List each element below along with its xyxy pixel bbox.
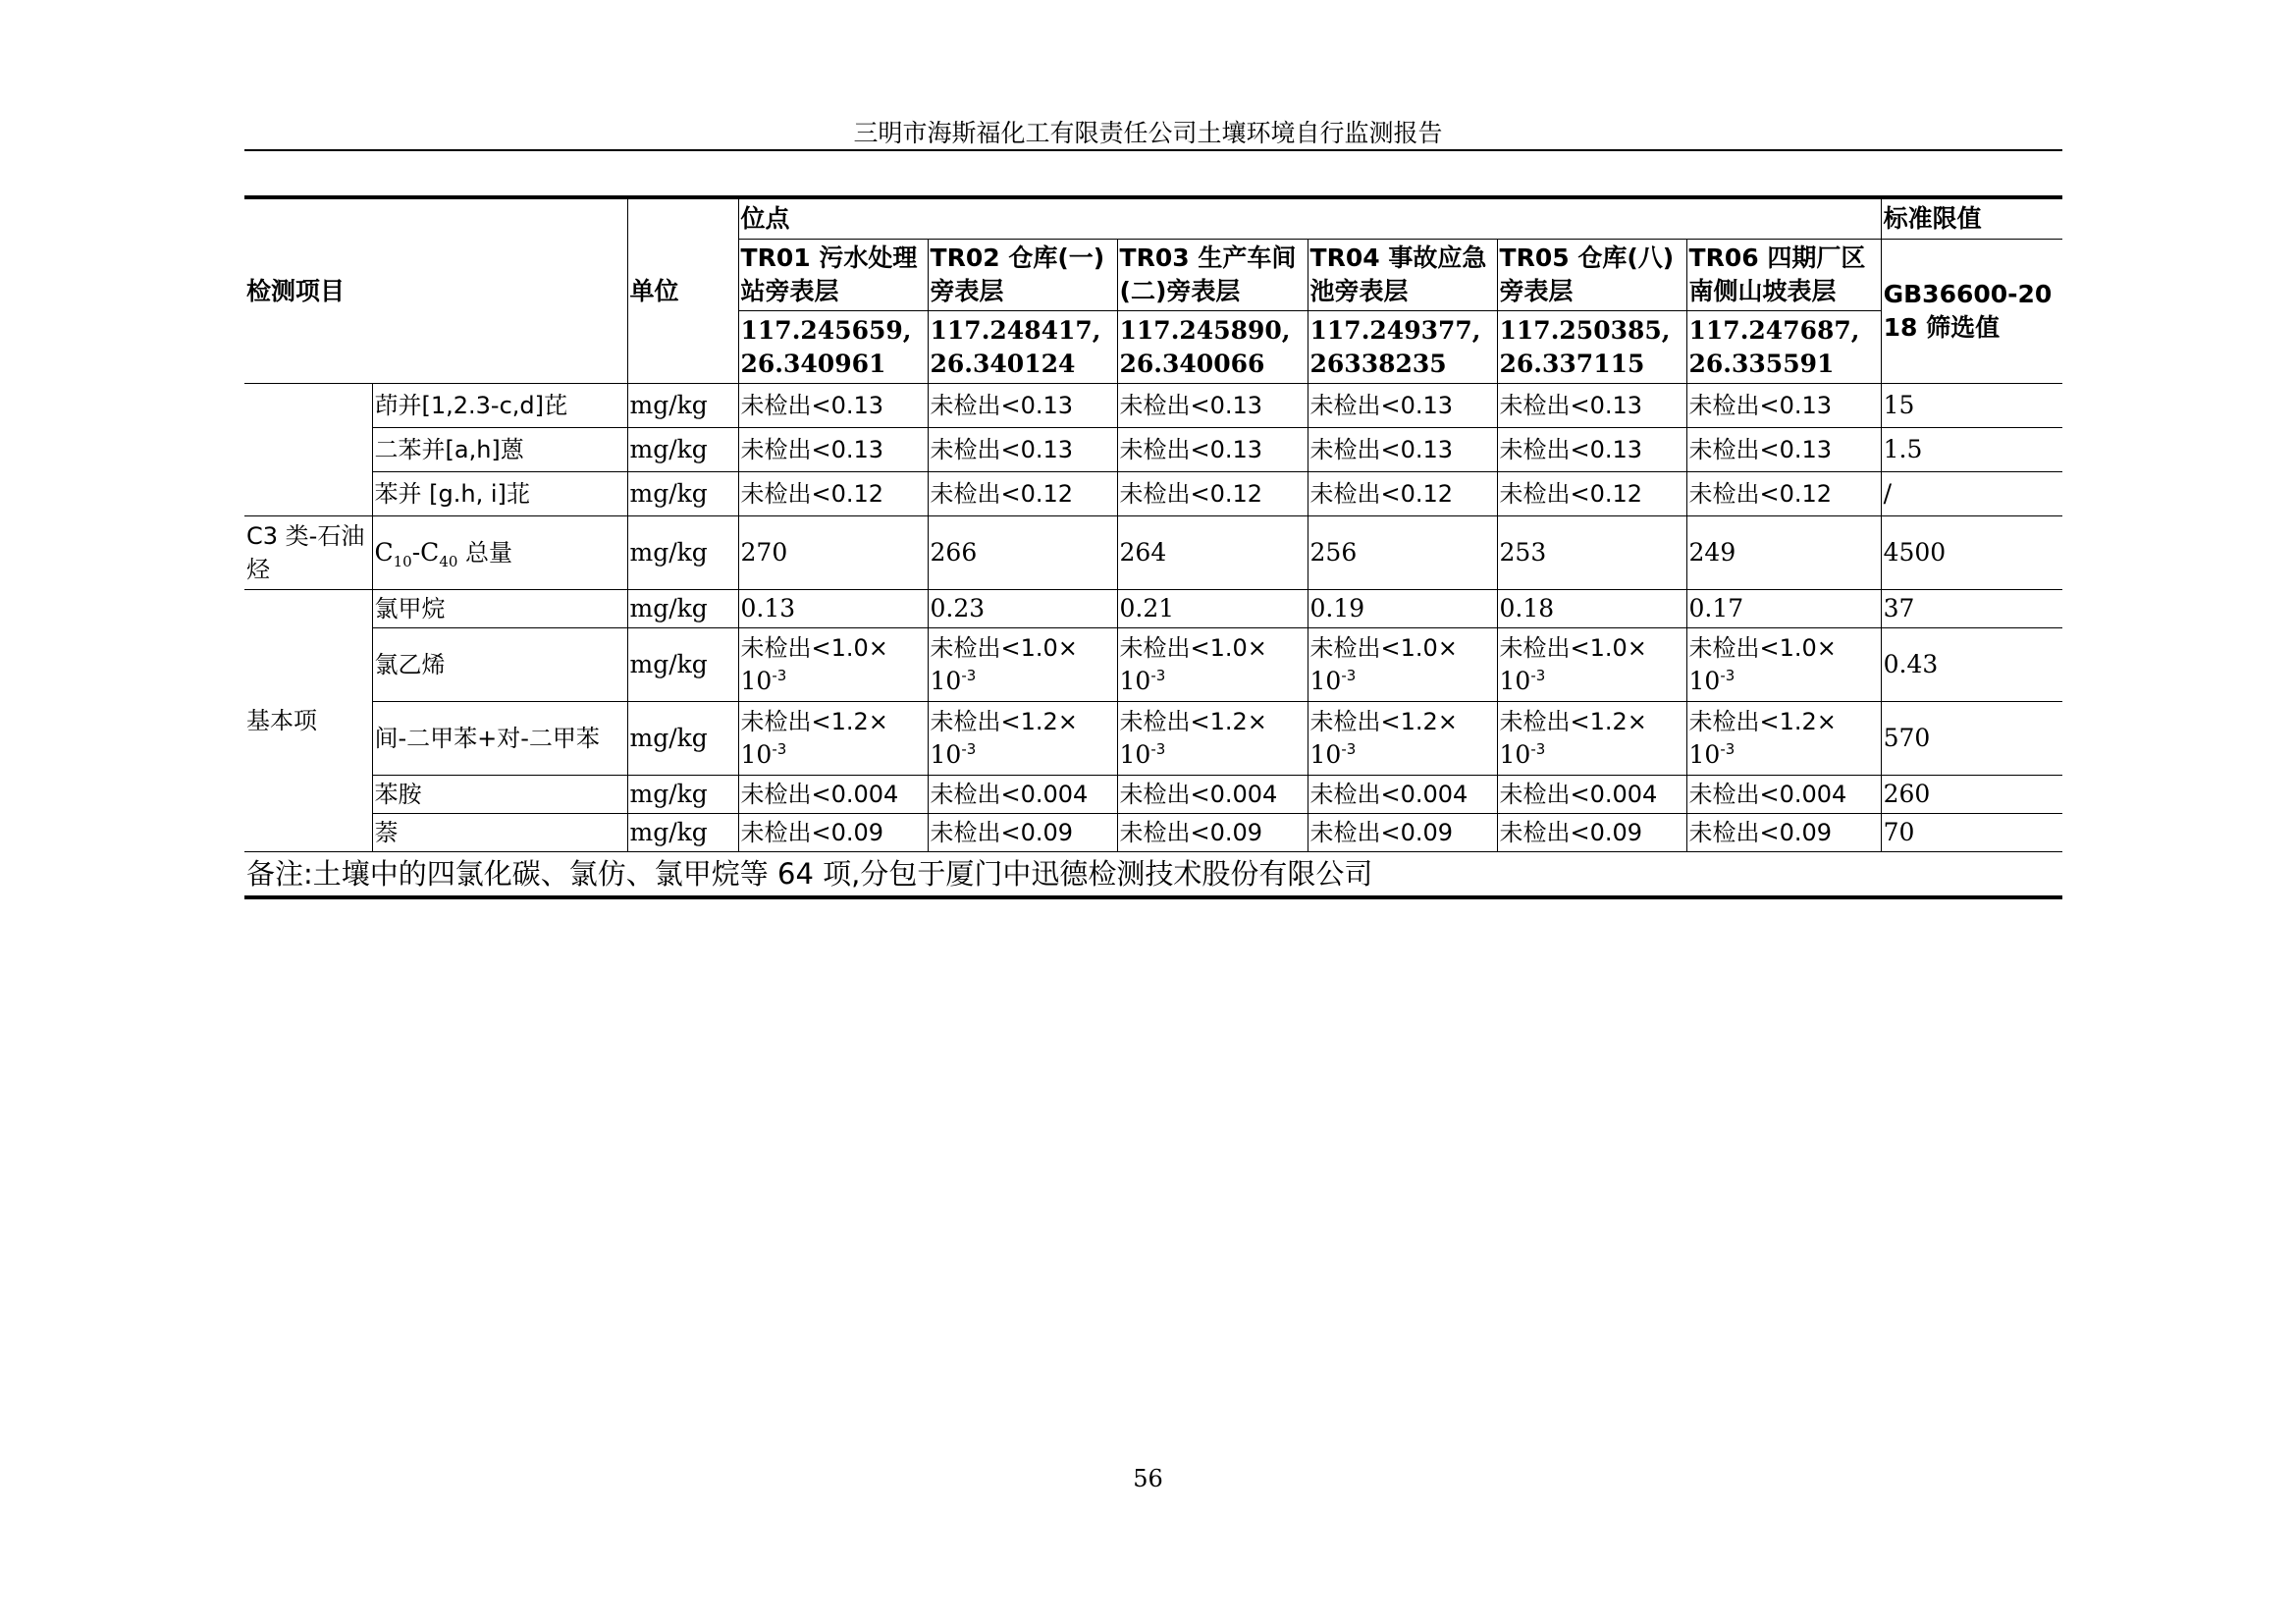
unit-cell: mg/kg	[627, 776, 738, 814]
site-name: TR03 生产车间(二)旁表层	[1117, 240, 1308, 311]
table-row	[244, 428, 2062, 472]
site-name: TR06 四期厂区南侧山坡表层	[1686, 240, 1881, 311]
value-exponent: -3	[1341, 667, 1357, 684]
site-name: TR05 仓库(八)旁表层	[1497, 240, 1686, 311]
item-name: 氯甲烷	[372, 590, 627, 628]
results-table-container	[244, 195, 2062, 899]
value-cell: 未检出<0.12	[738, 472, 928, 516]
site-name: TR02 仓库(一)旁表层	[928, 240, 1117, 311]
value-exponent: -3	[1720, 740, 1735, 758]
header-row	[244, 197, 2062, 240]
item-name: 二苯并[a,h]蒽	[372, 428, 627, 472]
value-exponent: -3	[1530, 740, 1546, 758]
unit-cell: mg/kg	[627, 590, 738, 628]
header-unit: 单位	[627, 197, 738, 384]
unit-cell: mg/kg	[627, 628, 738, 702]
value-cell: 未检出<0.13	[928, 384, 1117, 428]
table-row	[244, 472, 2062, 516]
value-cell: 256	[1308, 516, 1497, 590]
value-text: 未检出<1.0×	[1309, 634, 1458, 662]
results-table	[244, 195, 2062, 899]
value-cell: 未检出<1.0× $10^{-3}$	[1308, 628, 1497, 702]
value-cell: 未检出<1.2× $10^{-3}$	[928, 702, 1117, 776]
item-name: 萘	[372, 814, 627, 852]
value-cell: 0.13	[738, 590, 928, 628]
item-mid: -C	[411, 538, 440, 567]
value-cell: 未检出<0.13	[1497, 428, 1686, 472]
value-cell: 未检出<1.2× $10^{-3}$	[738, 702, 928, 776]
value-cell: 253	[1497, 516, 1686, 590]
site-name: TR04 事故应急池旁表层	[1308, 240, 1497, 311]
report-header-title: 三明市海斯福化工有限责任公司土壤环境自行监测报告	[853, 119, 1443, 147]
value-cell: 未检出<0.004	[928, 776, 1117, 814]
value-exponent: -3	[772, 667, 787, 684]
value-cell: 未检出<0.12	[1497, 472, 1686, 516]
value-cell: 未检出<0.13	[1117, 384, 1308, 428]
item-sub2: 40	[439, 553, 458, 570]
value-cell: 未检出<0.004	[1686, 776, 1881, 814]
value-cell: 0.17	[1686, 590, 1881, 628]
value-cell: 未检出<0.12	[1308, 472, 1497, 516]
value-text: 未检出<1.2×	[1119, 708, 1267, 735]
value-cell: 未检出<0.13	[1497, 384, 1686, 428]
site-coords: 117.245659, 26.340961	[738, 311, 928, 384]
value-cell: 未检出<0.004	[1308, 776, 1497, 814]
value-cell: 未检出<0.09	[1117, 814, 1308, 852]
value-exponent: -3	[1341, 740, 1357, 758]
site-name: TR01 污水处理站旁表层	[738, 240, 928, 311]
table-row	[244, 516, 2062, 590]
value-text: 未检出<1.2×	[1688, 708, 1837, 735]
table-row	[244, 628, 2062, 702]
item-name: 苯胺	[372, 776, 627, 814]
value-cell: 0.21	[1117, 590, 1308, 628]
item-name: 茚并[1,2.3-c,d]芘	[372, 384, 627, 428]
header-sites: 位点	[738, 197, 1881, 240]
value-cell: 未检出<1.0× $10^{-3}$	[1686, 628, 1881, 702]
value-cell: 249	[1686, 516, 1881, 590]
site-coords: 117.247687, 26.335591	[1686, 311, 1881, 384]
value-cell: 未检出<1.0× $10^{-3}$	[1117, 628, 1308, 702]
limit-cell: /	[1881, 472, 2062, 516]
unit-cell: mg/kg	[627, 428, 738, 472]
value-cell: 未检出<0.12	[928, 472, 1117, 516]
item-name: 苯并 [g.h, i]苝	[372, 472, 627, 516]
item-suffix: 总量	[457, 539, 513, 567]
value-cell: 未检出<1.2× $10^{-3}$	[1117, 702, 1308, 776]
value-cell: 未检出<0.09	[1497, 814, 1686, 852]
header-standard: 标准限值	[1881, 197, 2062, 240]
value-cell: 未检出<1.2× $10^{-3}$	[1686, 702, 1881, 776]
value-cell: 未检出<1.2× $10^{-3}$	[1497, 702, 1686, 776]
value-cell: 未检出<0.13	[738, 384, 928, 428]
site-coords: 117.250385, 26.337115	[1497, 311, 1686, 384]
value-cell: 未检出<0.13	[1686, 384, 1881, 428]
value-cell: 未检出<0.09	[738, 814, 928, 852]
site-coords: 117.248417, 26.340124	[928, 311, 1117, 384]
value-text: 未检出<1.0×	[740, 634, 888, 662]
value-text: 未检出<1.0×	[1499, 634, 1647, 662]
standard-name: GB36600-2018 筛选值	[1881, 240, 2062, 384]
value-cell: 270	[738, 516, 928, 590]
item-name	[372, 516, 627, 590]
unit-cell: mg/kg	[627, 384, 738, 428]
limit-cell: 1.5	[1881, 428, 2062, 472]
unit-cell: mg/kg	[627, 814, 738, 852]
value-exponent: -3	[961, 667, 977, 684]
limit-cell: 15	[1881, 384, 2062, 428]
limit-cell: 570	[1881, 702, 2062, 776]
value-cell: 未检出<1.0× $10^{-3}$	[1497, 628, 1686, 702]
item-name: 氯乙烯	[372, 628, 627, 702]
item-name: 间-二甲苯+对-二甲苯	[372, 702, 627, 776]
value-cell: 0.18	[1497, 590, 1686, 628]
unit-cell: mg/kg	[627, 516, 738, 590]
value-cell: 未检出<0.13	[928, 428, 1117, 472]
item-prefix: C	[374, 538, 394, 567]
value-text: 未检出<1.2×	[740, 708, 888, 735]
value-cell: 未检出<0.13	[1686, 428, 1881, 472]
value-text: 未检出<1.0×	[1119, 634, 1267, 662]
value-cell: 未检出<0.12	[1686, 472, 1881, 516]
value-exponent: -3	[1150, 740, 1166, 758]
value-cell: 0.19	[1308, 590, 1497, 628]
value-text: 未检出<1.2×	[1499, 708, 1647, 735]
note-row	[244, 852, 2062, 898]
table-row	[244, 384, 2062, 428]
value-cell: 未检出<0.09	[928, 814, 1117, 852]
limit-cell: 37	[1881, 590, 2062, 628]
group-cell-empty	[244, 384, 372, 516]
value-cell: 未检出<0.13	[1308, 384, 1497, 428]
limit-cell: 4500	[1881, 516, 2062, 590]
value-exponent: -3	[1530, 667, 1546, 684]
site-coords: 117.249377, 26338235	[1308, 311, 1497, 384]
limit-cell: 260	[1881, 776, 2062, 814]
value-cell: 未检出<0.004	[738, 776, 928, 814]
table-row	[244, 776, 2062, 814]
value-exponent: -3	[961, 740, 977, 758]
value-exponent: -3	[1150, 667, 1166, 684]
value-cell: 未检出<0.09	[1308, 814, 1497, 852]
value-cell: 未检出<1.2× $10^{-3}$	[1308, 702, 1497, 776]
value-exponent: -3	[1720, 667, 1735, 684]
value-cell: 未检出<0.09	[1686, 814, 1881, 852]
value-cell: 未检出<0.004	[1117, 776, 1308, 814]
group-label-basic: 基本项	[244, 590, 372, 852]
header-item: 检测项目	[244, 197, 627, 384]
value-text: 未检出<1.2×	[930, 708, 1078, 735]
value-text: 未检出<1.0×	[1688, 634, 1837, 662]
value-cell: 未检出<0.13	[1117, 428, 1308, 472]
value-cell: 未检出<1.0× $10^{-3}$	[928, 628, 1117, 702]
value-cell: 未检出<0.13	[738, 428, 928, 472]
value-text: 未检出<1.0×	[930, 634, 1078, 662]
table-row	[244, 814, 2062, 852]
site-coords: 117.245890, 26.340066	[1117, 311, 1308, 384]
table-row	[244, 590, 2062, 628]
item-sub1: 10	[393, 553, 412, 570]
value-cell: 264	[1117, 516, 1308, 590]
value-cell: 未检出<0.004	[1497, 776, 1686, 814]
value-cell: 266	[928, 516, 1117, 590]
page-number: 56	[1133, 1465, 1163, 1492]
value-exponent: -3	[772, 740, 787, 758]
unit-cell: mg/kg	[627, 472, 738, 516]
value-text: 未检出<1.2×	[1309, 708, 1458, 735]
value-cell: 0.23	[928, 590, 1117, 628]
unit-cell: mg/kg	[627, 702, 738, 776]
value-cell: 未检出<0.12	[1117, 472, 1308, 516]
limit-cell: 70	[1881, 814, 2062, 852]
limit-cell: 0.43	[1881, 628, 2062, 702]
group-label-c3: C3 类-石油烃	[244, 516, 372, 590]
value-cell: 未检出<1.0× $10^{-3}$	[738, 628, 928, 702]
table-row	[244, 702, 2062, 776]
table-note: 备注:土壤中的四氯化碳、氯仿、氯甲烷等 64 项,分包于厦门中迅德检测技术股份有限公司	[244, 852, 2062, 898]
value-cell: 未检出<0.13	[1308, 428, 1497, 472]
header-rule	[244, 149, 2062, 151]
